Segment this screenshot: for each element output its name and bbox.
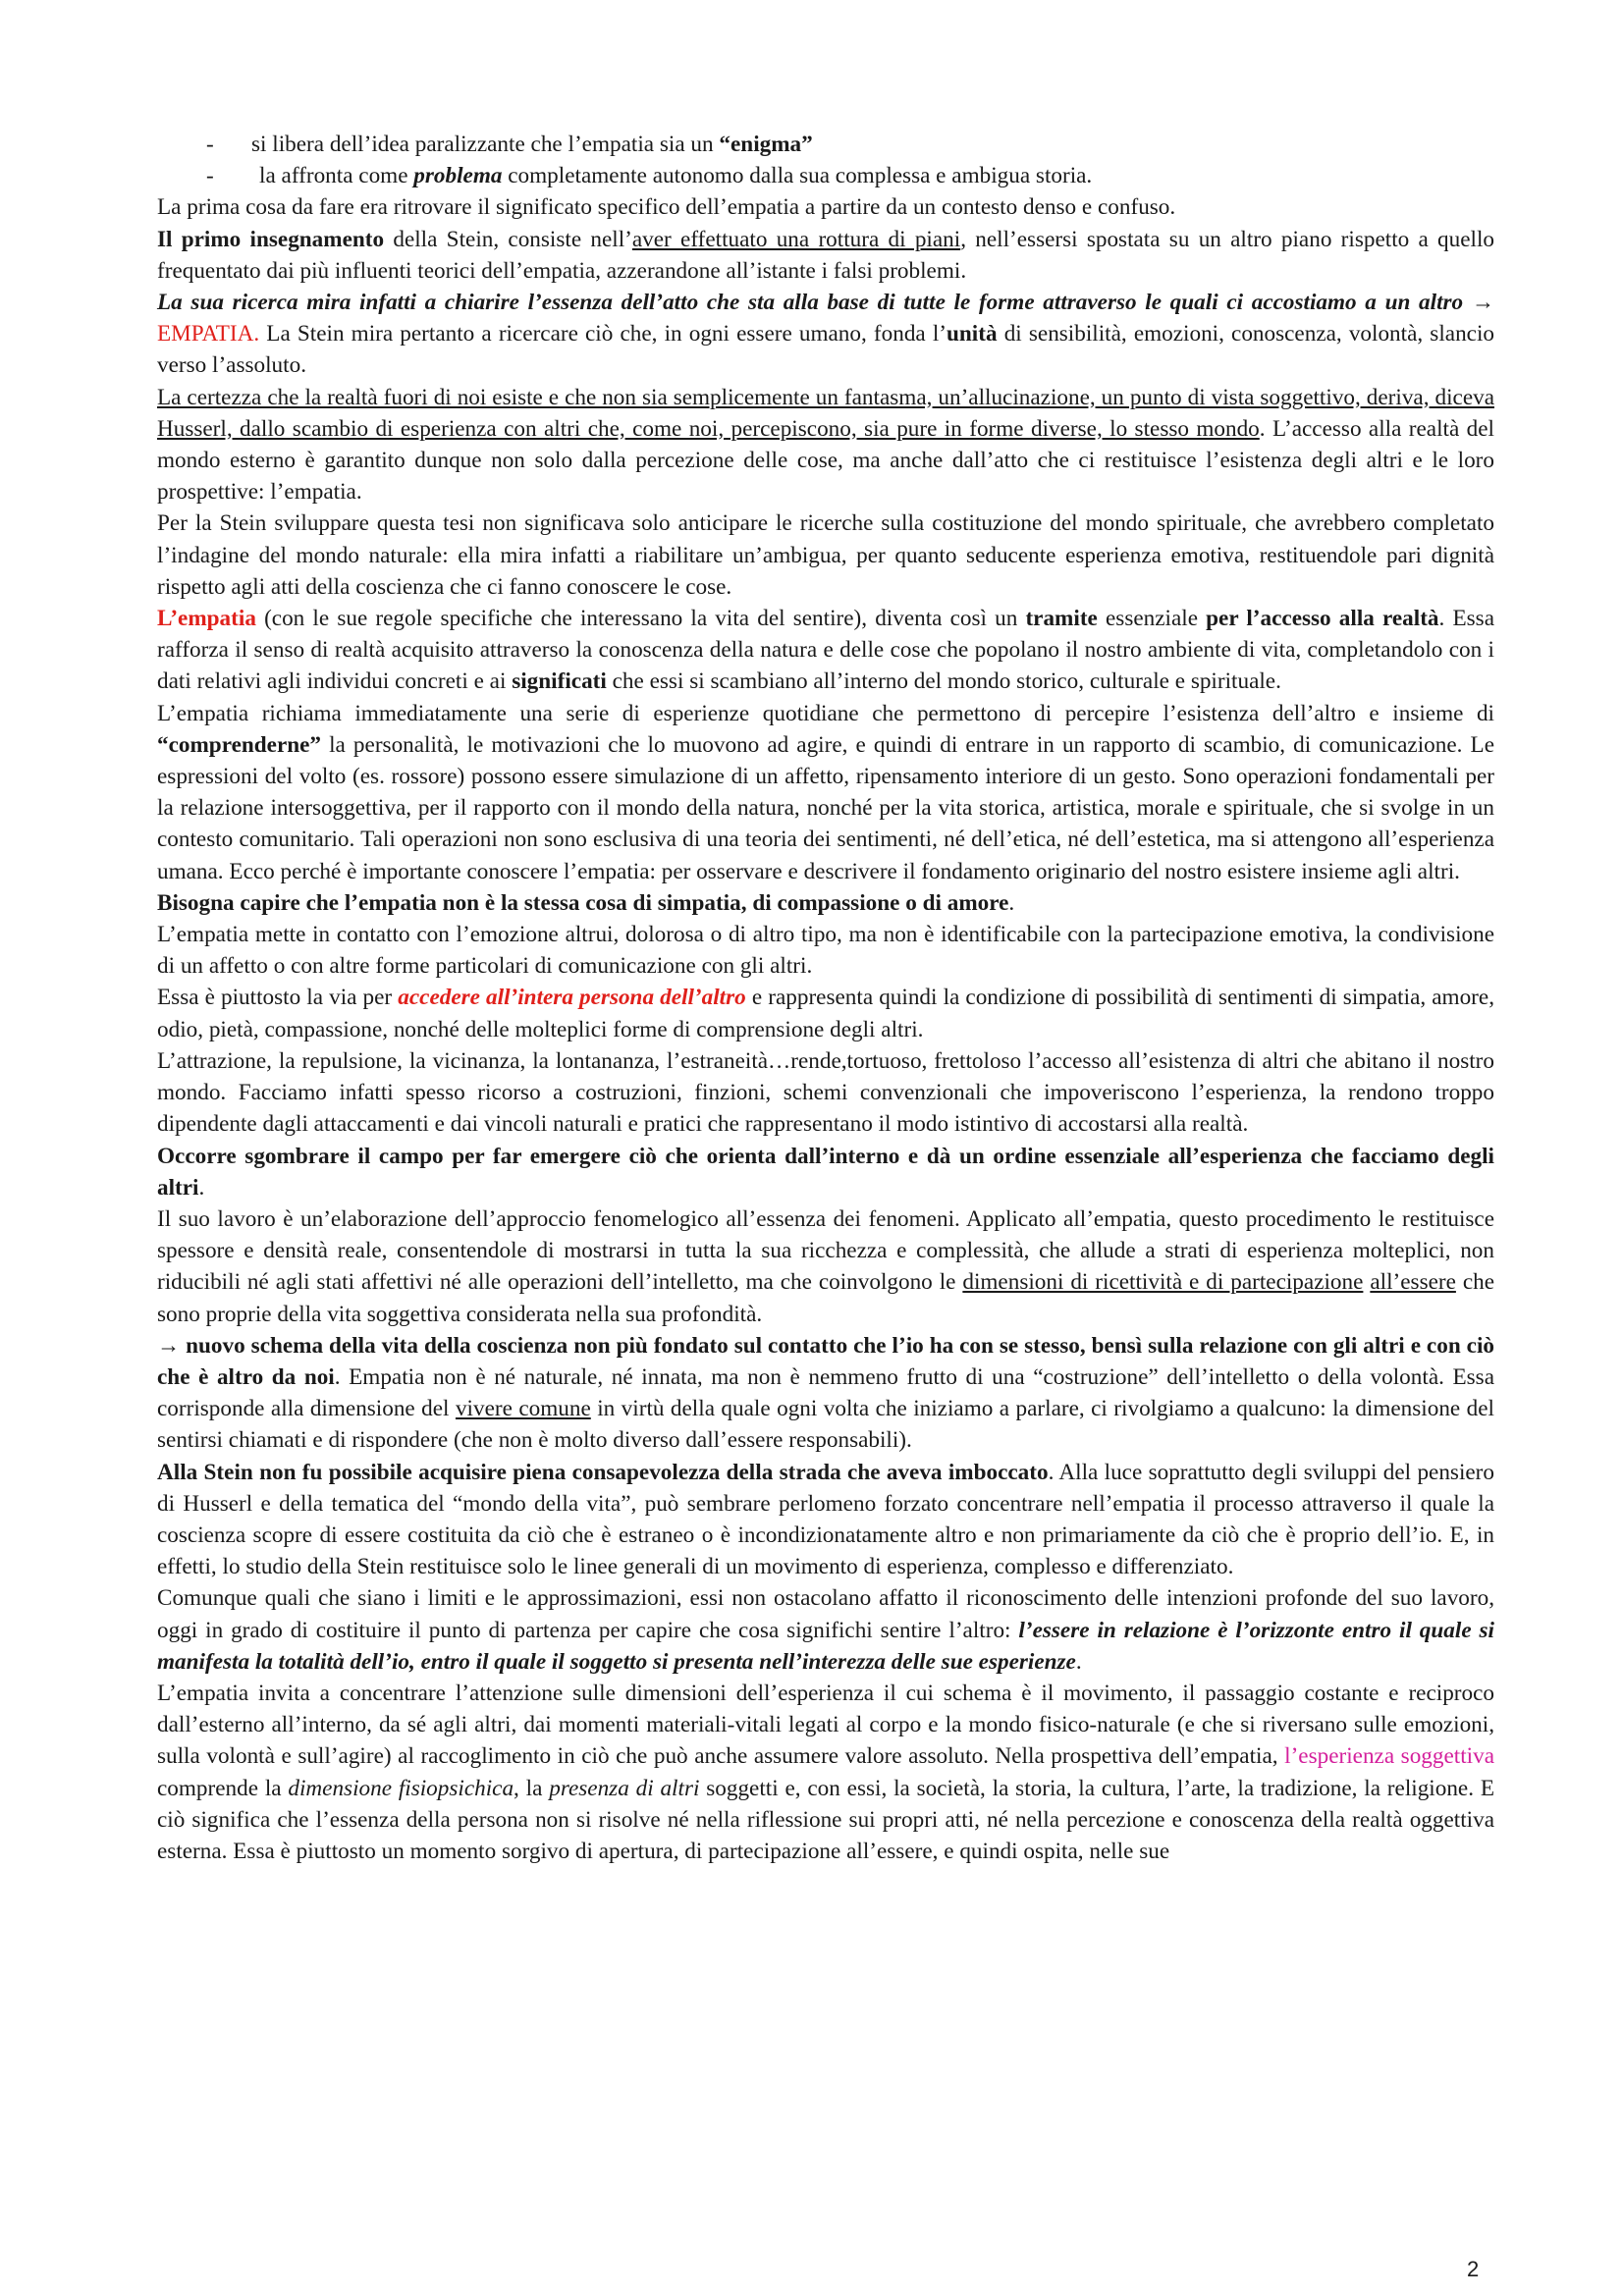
bold-span: significati: [512, 668, 607, 695]
bold-span: per l’accesso alla realtà: [1206, 606, 1439, 632]
underlined-span: La certezza che la realtà fuori di noi esiste e che non sia semplicemente un fantasma, un’allucinazione, un punto di vista soggettivo, deriva, diceva Husserl, dallo scambio di esperienza con altri che, come noi, percepiscono, sia pure in forme diverse, lo stesso mondo: [157, 384, 1494, 442]
paragraph-17: [157, 1678, 1494, 1867]
underlined-span: aver effettuato una rottura di piani: [631, 226, 961, 252]
text-span: , nell’essersi spostata su un altro piano rispetto a quello frequentato dai più influenti teorici dell’empatia, azzerandone all’istante i falsi problemi.: [157, 226, 1495, 284]
text-span: la affronta come: [259, 163, 414, 189]
bold-span: unità: [947, 321, 998, 347]
text-span: L’empatia invita a concentrare l’attenzione sulle dimensioni dell’esperienza il cui schema è il movimento, il passaggio costante e reciproco dall’esterno all’interno, da sé agli altri, dai momenti materiali-vitali legati al corpo e la mondo fisico-naturale (e che si riversano sulle emozioni, sulla volontà e sull’agire) al raccoglimento in ciò che può anche assumere valore assoluto. Nella prospettiva dell’empatia,: [157, 1680, 1494, 1770]
paragraph-11: L’attrazione, la repulsione, la vicinanza, la lontananza, l’estraneità…rende,tortuoso, frettoloso l’accesso all’esistenza di altri che abitano il nostro mondo. Facciamo infatti spesso ricorso a costruzioni, finzioni, schemi convenzionali che impoveriscono l’esperienza, la rendono troppo dipendente dagli attaccamenti e dai vincoli naturali e pratici che rappresentano il modo istintivo di accostarsi alla realtà.: [157, 1047, 1494, 1138]
text-span: L’empatia richiama immediatamente una serie di esperienze quotidiane che permettono di percepire l’esistenza dell’altro e insieme di: [157, 700, 1494, 726]
bold-span: Il primo insegnamento: [157, 226, 385, 252]
paragraph-5: Per la Stein sviluppare questa tesi non significava solo anticipare le ricerche sulla costituzione del mondo spirituale, che avrebbero completato l’indagine del mondo naturale: ella mira infatti a riabilitare un’ambigua, per quanto seducente esperienza emotiva, restituendole pari dignità rispetto agli atti della coscienza che ci fanno conoscere le cose.: [157, 510, 1494, 600]
text-span: la personalità, le motivazioni che lo muovono ad agire, e quindi di entrare in un rapporto di scambio, di comunicazione. Le espressioni del volto (es. rossore) possono essere simulazione di un affetto, ripensamento interiore di un gesto. Sono operazioni fondamentali per la relazione intersoggettiva, per il rapporto con il mondo della natura, nonché per la vita storica, artistica, morale e spirituale, che si svolge in un contesto comunitario. Tali operazioni non sono esclusiva di una teoria dei sentimenti, né dell’etica, né dell’estetica, ma si attengono all’esperienza umana. Ecco perché è importante conoscere l’empatia: per osservare e descrivere il fondamento originario del nostro esistere insieme agli altri.: [157, 731, 1494, 884]
bold-italic-span: La sua ricerca mira infatti a chiarire l’essenza dell’atto che sta alla base di tutte le forme attraverso le quali ci accostiamo a un altro: [157, 290, 1464, 316]
paragraph-6: [157, 603, 1494, 698]
paragraph-14: [157, 1330, 1494, 1457]
bold-italic-span: problema: [413, 163, 503, 189]
underlined-span: dimensioni di ricettività e di partecipazione: [962, 1269, 1364, 1296]
paragraph-2: [157, 224, 1494, 287]
text-span: Il suo lavoro è un’elaborazione dell’approccio fenomelogico all’essenza dei fenomeni. Applicato all’empatia, questo procedimento le restituisce spessore e densità reale, consentendole di mostrarsi in tutta la sua ricchezza e complessità, che allude a strati di esperienza molteplici, non riducibili né agli stati affettivi né alle operazioni dell’intelletto, ma che coinvolgono le: [157, 1205, 1494, 1296]
red-highlight-span: EMPATIA.: [157, 321, 260, 347]
text-span: .: [1075, 1648, 1082, 1675]
text-span: soggetti e, con essi, la società, la storia, la cultura, l’arte, la tradizione, la religione. E ciò significa che l’essenza della persona non si risolve né nella riflessione sui propri atti, né nella percezione e conoscenza della realtà oggettiva esterna. Essa è piuttosto un momento sorgivo di apertura, di partecipazione all’essere, e quindi ospita, nelle sue: [157, 1775, 1495, 1864]
bold-span: tramite: [1025, 606, 1098, 632]
text-span: . Empatia non è né naturale, né innata, ma non è nemmeno frutto di una “costruzione” dell’intelletto o della volontà. Essa corrisponde alla dimensione del: [157, 1363, 1494, 1422]
paragraph-1: La prima cosa da fare era ritrovare il significato specifico dell’empatia a partire da un contesto denso e confuso.: [157, 194, 1176, 221]
text-span: .: [1008, 889, 1015, 916]
paragraph-4: [157, 382, 1494, 508]
text-span: si libera dell’idea paralizzante che l’empatia sia un: [251, 132, 720, 157]
text-span: Essa è piuttosto la via per: [157, 985, 399, 1011]
paragraph-10: [157, 982, 1494, 1044]
italic-span: presenza di altri: [549, 1775, 700, 1801]
text-span: di sensibilità, emozioni, conoscenza, volontà, slancio verso l’assoluto.: [157, 321, 1494, 379]
bold-span: Occorre sgombrare il campo per far emergere ciò che orienta dall’interno e dà un ordine essenziale all’esperienza che facciamo degli altri: [157, 1143, 1494, 1201]
text-span: che essi si scambiano all’interno del mondo storico, culturale e spirituale.: [606, 668, 1281, 695]
paragraph-8: [157, 887, 1494, 919]
text-span: essenziale: [1097, 606, 1207, 632]
text-span: Comunque quali che siano i limiti e le approssimazioni, essi non ostacolano affatto il riconoscimento delle intenzioni profonde del suo lavoro, oggi in grado di costituire il punto di partenza per capire che cosa significhi sentire l’altro:: [157, 1585, 1494, 1643]
paragraph-3: [157, 287, 1494, 382]
text-span: completamente autonomo dalla sua complessa e ambigua storia.: [502, 163, 1093, 189]
arrow-span: →: [1463, 290, 1495, 316]
text-span: . Alla luce soprattutto degli sviluppi del pensiero di Husserl e della tematica del “mondo della vita”, può sembrare perlomeno forzato concentrare nell’empatia il processo attraverso il quale la coscienza scopre di essere costituita da ciò che è estraneo o è incondizionatamente altro e non primariamente da ciò che è proprio dell’io. E, in effetti, lo studio della Stein restituisce solo le linee generali di un movimento di esperienza, complesso e differenziato.: [157, 1459, 1494, 1580]
text-span: . L’accesso alla realtà del mondo esterno è garantito dunque non solo dalla percezione delle cose, ma anche dall’atto che ci restituisce l’esistenza degli altri e le loro prospettive: l’empatia.: [157, 415, 1494, 506]
red-bold-span: L’empatia: [157, 606, 256, 632]
bold-span: nuovo schema della vita della coscienza non più fondato sul contatto che l’io ha con se stesso, bensì sulla relazione con gli altri e con ciò che è altro da noi: [157, 1332, 1494, 1390]
bold-span: “comprenderne”: [157, 731, 322, 758]
italic-span: dimensione fisiopsichica: [288, 1775, 514, 1801]
text-span: .: [198, 1174, 205, 1201]
text-span: della Stein, consiste nell’: [384, 226, 632, 252]
bullet-list: [157, 129, 1494, 191]
bullet-item-1: [157, 129, 1494, 160]
paragraph-16: [157, 1582, 1494, 1678]
bullet-item-2: [157, 160, 1494, 191]
bold-italic-span: l’essere in relazione è l’orizzonte entro il quale si manifesta la totalità dell’io, entro il quale il soggetto si presenta nell’interezza delle sue esperienze: [157, 1617, 1495, 1675]
text-span: (con le sue regole specifiche che interessano la vita del sentire), diventa così un: [255, 606, 1026, 632]
text-span: . Essa rafforza il senso di realtà acquisito attraverso la conoscenza della natura e delle cose che popolano il nostro ambiente di vita, completandolo con i dati relativi agli individui concreti e ai: [157, 606, 1494, 695]
magenta-highlight-span: l’esperienza soggettiva: [1284, 1743, 1494, 1770]
text-span: La Stein mira pertanto a ricercare ciò che, in ogni essere umano, fonda l’: [259, 321, 947, 347]
paragraph-12: [157, 1141, 1494, 1203]
bold-span: Alla Stein non fu possibile acquisire piena consapevolezza della strada che aveva imboccato: [157, 1459, 1049, 1485]
paragraph-13: [157, 1203, 1494, 1330]
red-bold-italic-span: accedere all’intera persona dell’altro: [398, 985, 746, 1011]
text-span: in virtù della quale ogni volta che iniziamo a parlare, ci rivolgiamo a qualcuno: la dimensione del sentirsi chiamati e di rispondere (che non è molto diverso dall’essere responsabili).: [157, 1396, 1494, 1454]
arrow-span: →: [157, 1332, 187, 1359]
bold-span: “enigma”: [719, 132, 813, 157]
underlined-span: vivere comune: [455, 1396, 591, 1422]
paragraph-15: [157, 1457, 1494, 1583]
paragraph-7: [157, 698, 1494, 887]
text-span: , la: [514, 1775, 550, 1801]
text-span: e rappresenta quindi la condizione di possibilità di sentimenti di simpatia, amore, odio, pietà, compassione, nonché delle molteplici forme di comprensione degli altri.: [157, 985, 1494, 1042]
page-content: [157, 129, 1494, 1867]
text-span: comprende la: [157, 1775, 289, 1801]
underlined-span: all’essere: [1370, 1269, 1456, 1296]
text-span: che sono proprie della vita soggettiva considerata nella sua profondità.: [157, 1269, 1495, 1327]
paragraph-9: L’empatia mette in contatto con l’emozione altrui, dolorosa o di altro tipo, ma non è identificabile con la partecipazione emotiva, la condivisione di un affetto o con altre forme particolari di comunicazione con gli altri.: [157, 922, 1494, 980]
bold-span: Bisogna capire che l’empatia non è la stessa cosa di simpatia, di compassione o di amore: [157, 889, 1009, 916]
page-number: 2: [1467, 2257, 1480, 2281]
